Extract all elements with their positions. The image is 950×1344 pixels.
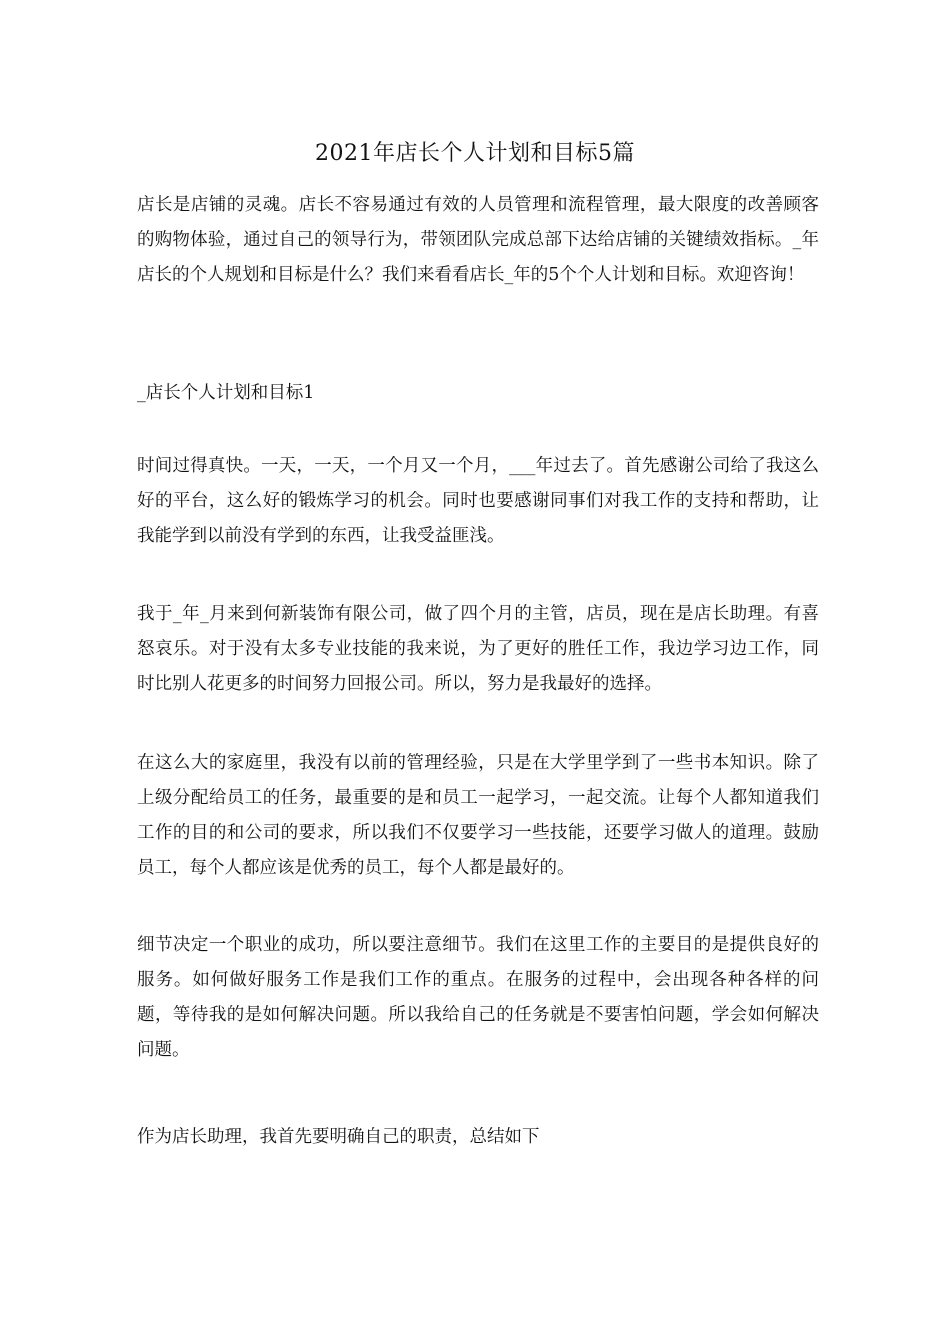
- document-title: 2021年店长个人计划和目标5篇: [315, 141, 635, 166]
- section-heading: _店长个人计划和目标1: [137, 383, 315, 403]
- body-paragraph: 在这么大的家庭里，我没有以前的管理经验，只是在大学里学到了一些书本知识。除了上级分配给员工的任务，最重要的是和员工一起学习，一起交流。让每个人都知道我们工作的目的和公司的要求，所以我们不仅要学习一些技能，还要学习做人的道理。鼓励员工，每个人都应该是优秀的员工，每个人都是最好的。: [137, 753, 819, 878]
- body-paragraph: 细节决定一个职业的成功，所以要注意细节。我们在这里工作的主要目的是提供良好的服务。如何做好服务工作是我们工作的重点。在服务的过程中，会出现各种各样的问题，等待我的是如何解决问题。所以我给自己的任务就是不要害怕问题，学会如何解决问题。: [137, 935, 819, 1060]
- body-paragraph: 作为店长助理，我首先要明确自己的职责，总结如下: [137, 1127, 540, 1147]
- body-paragraph: 时间过得真快。一天，一天，一个月又一个月，___年过去了。首先感谢公司给了我这么好的平台，这么好的锻炼学习的机会。同时也要感谢同事们对我工作的支持和帮助，让我能学到以前没有学到的东西，让我受益匪浅。: [137, 456, 819, 546]
- body-paragraph: 我于_年_月来到何新装饰有限公司，做了四个月的主管，店员，现在是店长助理。有喜怒哀乐。对于没有太多专业技能的我来说，为了更好的胜任工作，我边学习边工作，同时比别人花更多的时间努力回报公司。所以，努力是我最好的选择。: [137, 604, 819, 694]
- intro-paragraph: 店长是店铺的灵魂。店长不容易通过有效的人员管理和流程管理，最大限度的改善顾客的购物体验，通过自己的领导行为，带领团队完成总部下达给店铺的关键绩效指标。_年店长的个人规划和目标是什么？我们来看看店长_年的5个个人计划和目标。欢迎咨询！: [137, 195, 819, 285]
